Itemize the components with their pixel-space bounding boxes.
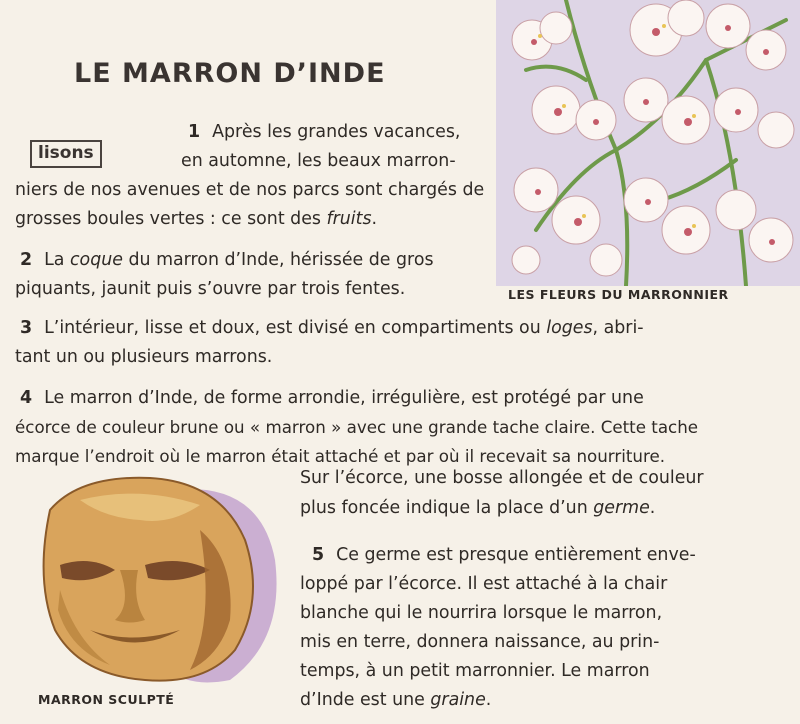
- paragraph-4-line-4: Sur l’écorce, une bosse allongée et de couleur: [300, 468, 704, 488]
- paragraph-4-line-1: 4 Le marron d’Inde, de forme arrondie, irrégulière, est protégé par une: [20, 388, 644, 408]
- flowers-caption: LES FLEURS DU MARRONNIER: [508, 287, 729, 302]
- flowers-illustration: [496, 0, 800, 286]
- paragraph-number: 4: [20, 388, 33, 408]
- paragraph-4-line-3: marque l’endroit où le marron était attaché et par où il recevait sa nourriture.: [15, 446, 666, 466]
- paragraph-1-line-4: grosses boules vertes : ce sont des fruits.: [15, 209, 378, 229]
- paragraph-4-line-5: plus foncée indique la place d’un germe.: [300, 498, 656, 518]
- page-title: LE MARRON D’INDE: [74, 58, 386, 89]
- paragraph-3-line-2: tant un ou plusieurs marrons.: [15, 347, 273, 367]
- paragraph-number: 2: [20, 250, 33, 270]
- paragraph-5-line-4: mis en terre, donnera naissance, au prin-: [300, 632, 660, 652]
- paragraph-3-line-1: 3 L’intérieur, lisse et doux, est divisé en compartiments ou loges, abri-: [20, 318, 644, 338]
- paragraph-1-line-1: 1 Après les grandes vacances,: [188, 122, 461, 142]
- paragraph-number: 3: [20, 318, 33, 338]
- paragraph-1-line-3: niers de nos avenues et de nos parcs sont chargés de: [15, 180, 485, 200]
- lisons-tag: lisons: [30, 140, 102, 168]
- paragraph-5-line-2: loppé par l’écorce. Il est attaché à la chair: [300, 574, 668, 594]
- paragraph-number: 1: [188, 122, 201, 142]
- sculpted-caption: MARRON SCULPTÉ: [38, 692, 175, 707]
- paragraph-5-line-1: 5 Ce germe est presque entièrement enve-: [312, 545, 696, 565]
- paragraph-5-line-5: temps, à un petit marronnier. Le marron: [300, 661, 650, 681]
- paragraph-2-line-2: piquants, jaunit puis s’ouvre par trois fentes.: [15, 279, 406, 299]
- paragraph-5-line-6: d’Inde est une graine.: [300, 690, 492, 710]
- paragraph-1-line-2: en automne, les beaux marron-: [181, 151, 456, 171]
- paragraph-2-line-1: 2 La coque du marron d’Inde, hérissée de gros: [20, 250, 434, 270]
- sculpted-chestnut-illustration: [20, 470, 282, 688]
- paragraph-5-line-3: blanche qui le nourrira lorsque le marron,: [300, 603, 663, 623]
- paragraph-4-line-2: écorce de couleur brune ou « marron » avec une grande tache claire. Cette tache: [15, 417, 699, 437]
- paragraph-number: 5: [312, 545, 325, 565]
